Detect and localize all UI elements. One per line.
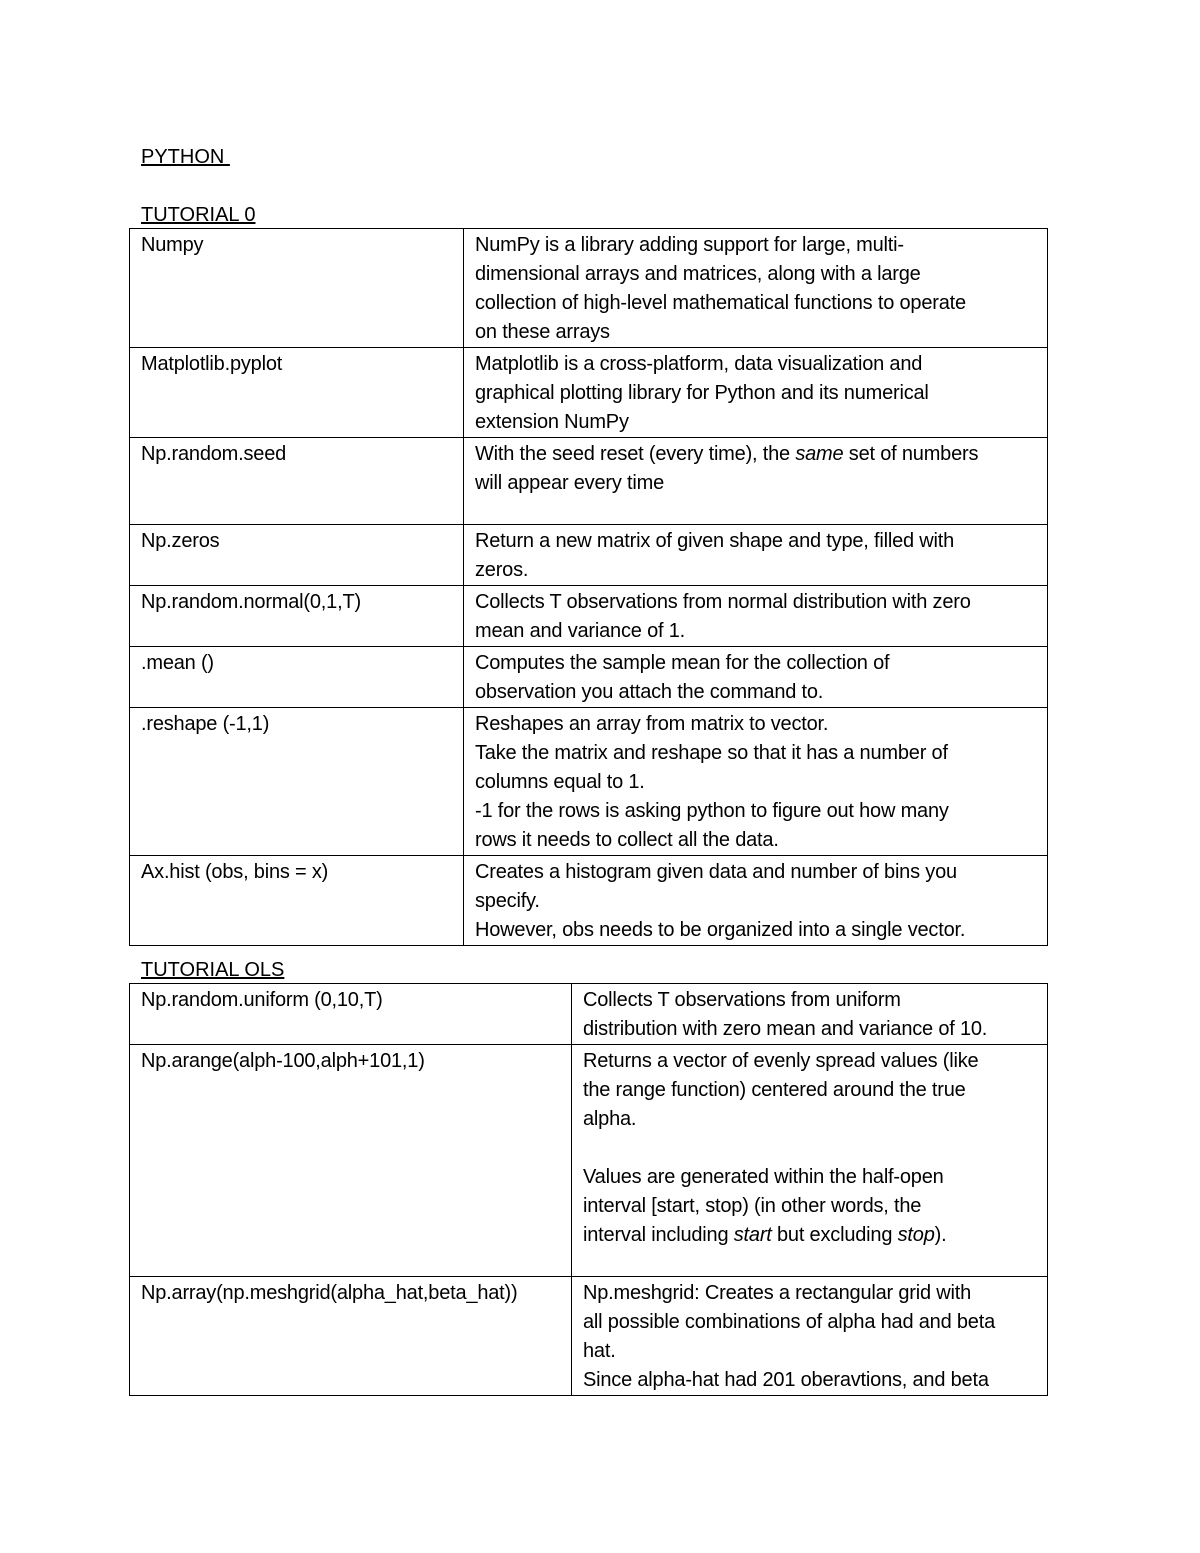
term-cell: Np.random.seed xyxy=(130,438,464,525)
term-cell: Np.random.normal(0,1,T) xyxy=(130,586,464,647)
page-title: PYTHON xyxy=(141,146,230,168)
section-heading-tutorial-0: TUTORIAL 0 xyxy=(141,204,256,226)
table-row xyxy=(130,1277,1048,1396)
description-cell: NumPy is a library adding support for large, multi- dimensional arrays and matrices, along with a large collection of high-level mathematical functions to operate on these arrays xyxy=(464,229,1048,348)
table-row xyxy=(130,438,1048,525)
table-row xyxy=(130,856,1048,946)
table-row xyxy=(130,984,1048,1045)
term-cell: Np.zeros xyxy=(130,525,464,586)
table-row xyxy=(130,229,1048,348)
table-row xyxy=(130,348,1048,438)
description-cell: Return a new matrix of given shape and type, filled with zeros. xyxy=(464,525,1048,586)
table-row xyxy=(130,586,1048,647)
description-cell: Np.meshgrid: Creates a rectangular grid with all possible combinations of alpha had and beta hat. Since alpha-hat had 201 oberavtions, and beta xyxy=(572,1277,1048,1396)
term-cell: Matplotlib.pyplot xyxy=(130,348,464,438)
term-cell: .reshape (-1,1) xyxy=(130,708,464,856)
term-cell: .mean () xyxy=(130,647,464,708)
tutorial-ols-table xyxy=(129,983,1048,1396)
term-cell: Ax.hist (obs, bins = x) xyxy=(130,856,464,946)
description-cell: Returns a vector of evenly spread values (like the range function) centered around the true alpha. Values are generated within the half-open interval [start, stop) (in other words, the interval including start but excluding stop). xyxy=(572,1045,1048,1277)
table-row xyxy=(130,647,1048,708)
table-row xyxy=(130,1045,1048,1277)
table-row xyxy=(130,525,1048,586)
description-cell: Creates a histogram given data and number of bins you specify. However, obs needs to be organized into a single vector. xyxy=(464,856,1048,946)
section-heading-tutorial-ols: TUTORIAL OLS xyxy=(141,959,285,981)
description-cell: Collects T observations from normal distribution with zero mean and variance of 1. xyxy=(464,586,1048,647)
term-cell: Np.arange(alph-100,alph+101,1) xyxy=(130,1045,572,1277)
term-cell: Numpy xyxy=(130,229,464,348)
term-cell: Np.array(np.meshgrid(alpha_hat,beta_hat)) xyxy=(130,1277,572,1396)
blank-line xyxy=(583,1134,1041,1163)
description-cell: Collects T observations from uniform distribution with zero mean and variance of 10. xyxy=(572,984,1048,1045)
tutorial-0-table xyxy=(129,228,1048,946)
term-cell: Np.random.uniform (0,10,T) xyxy=(130,984,572,1045)
table-row xyxy=(130,708,1048,856)
description-cell: Reshapes an array from matrix to vector. Take the matrix and reshape so that it has a number of columns equal to 1. -1 for the rows is asking python to figure out how many rows it needs to collect all the data. xyxy=(464,708,1048,856)
description-cell: Computes the sample mean for the collection of observation you attach the command to. xyxy=(464,647,1048,708)
description-cell: Matplotlib is a cross-platform, data visualization and graphical plotting library for Python and its numerical extension NumPy xyxy=(464,348,1048,438)
description-cell: With the seed reset (every time), the same set of numbers will appear every time xyxy=(464,438,1048,525)
